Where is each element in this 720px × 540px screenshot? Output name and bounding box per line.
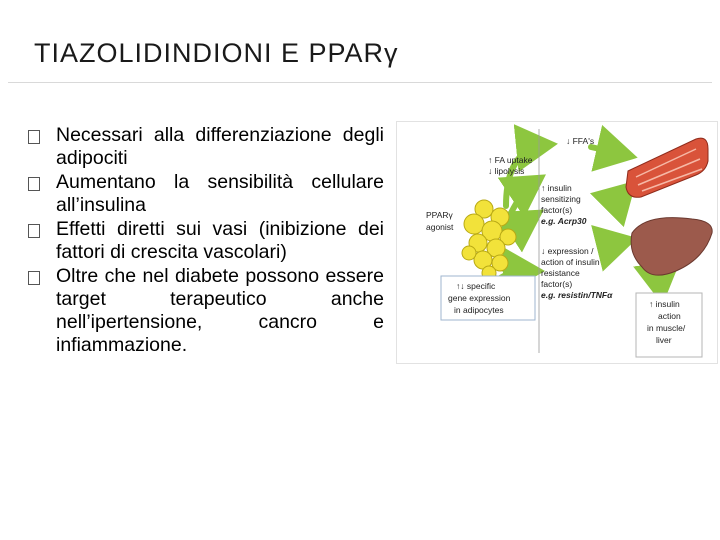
insulin-action-line: in muscle/	[647, 323, 686, 333]
agonist-label: agonist	[426, 222, 454, 232]
insulin-sens-line: sensitizing	[541, 194, 581, 204]
bullet-text: Aumentano la sensibilità cellulare all’insulina	[56, 171, 384, 216]
expression-line: ↓ expression /	[541, 246, 594, 256]
bullet-item	[28, 218, 384, 264]
bullet-item	[28, 124, 384, 170]
insulin-sens-line: factor(s)	[541, 205, 573, 215]
bullet-box-icon	[28, 224, 40, 238]
expression-line: e.g. resistin/TNFα	[541, 290, 613, 300]
insulin-sens-line: ↑ insulin	[541, 183, 572, 193]
bullet-item	[28, 171, 384, 217]
fa-uptake-line: ↓ lipolysis	[488, 166, 525, 176]
insulin-action-line: ↑ insulin	[649, 299, 680, 309]
title-divider	[8, 82, 712, 83]
insulin-action-line: liver	[656, 335, 672, 345]
specific-line: ↑↓ specific	[456, 281, 496, 291]
pparg-diagram	[396, 121, 718, 364]
bullet-box-icon	[28, 177, 40, 191]
pparg-diagram-svg	[396, 121, 718, 364]
fa-uptake-line: ↑ FA uptake	[488, 155, 533, 165]
expression-line: action of insulin	[541, 257, 600, 267]
insulin-action-line: action	[658, 311, 681, 321]
bullet-list	[28, 124, 384, 358]
bullet-text: Necessari alla differenziazione degli adipociti	[56, 124, 384, 169]
bullet-text: Oltre che nel diabete possono essere target terapeutico anche nell’ipertensione, cancro e infiammazione.	[56, 265, 384, 356]
bullet-box-icon	[28, 271, 40, 285]
agonist-label: PPARγ	[426, 210, 453, 220]
insulin-sens-line: e.g. Acrp30	[541, 216, 587, 226]
bullet-item	[28, 265, 384, 357]
ffa-label: ↓ FFA's	[566, 136, 595, 146]
slide-title: TIAZOLIDINDIONI E PPARγ	[34, 38, 399, 68]
expression-line: factor(s)	[541, 279, 573, 289]
specific-line: in adipocytes	[454, 305, 504, 315]
expression-line: resistance	[541, 268, 580, 278]
specific-line: gene expression	[448, 293, 511, 303]
bullet-box-icon	[28, 130, 40, 144]
bullet-text: Effetti diretti sui vasi (inibizione dei fattori di crescita vascolari)	[56, 218, 384, 263]
